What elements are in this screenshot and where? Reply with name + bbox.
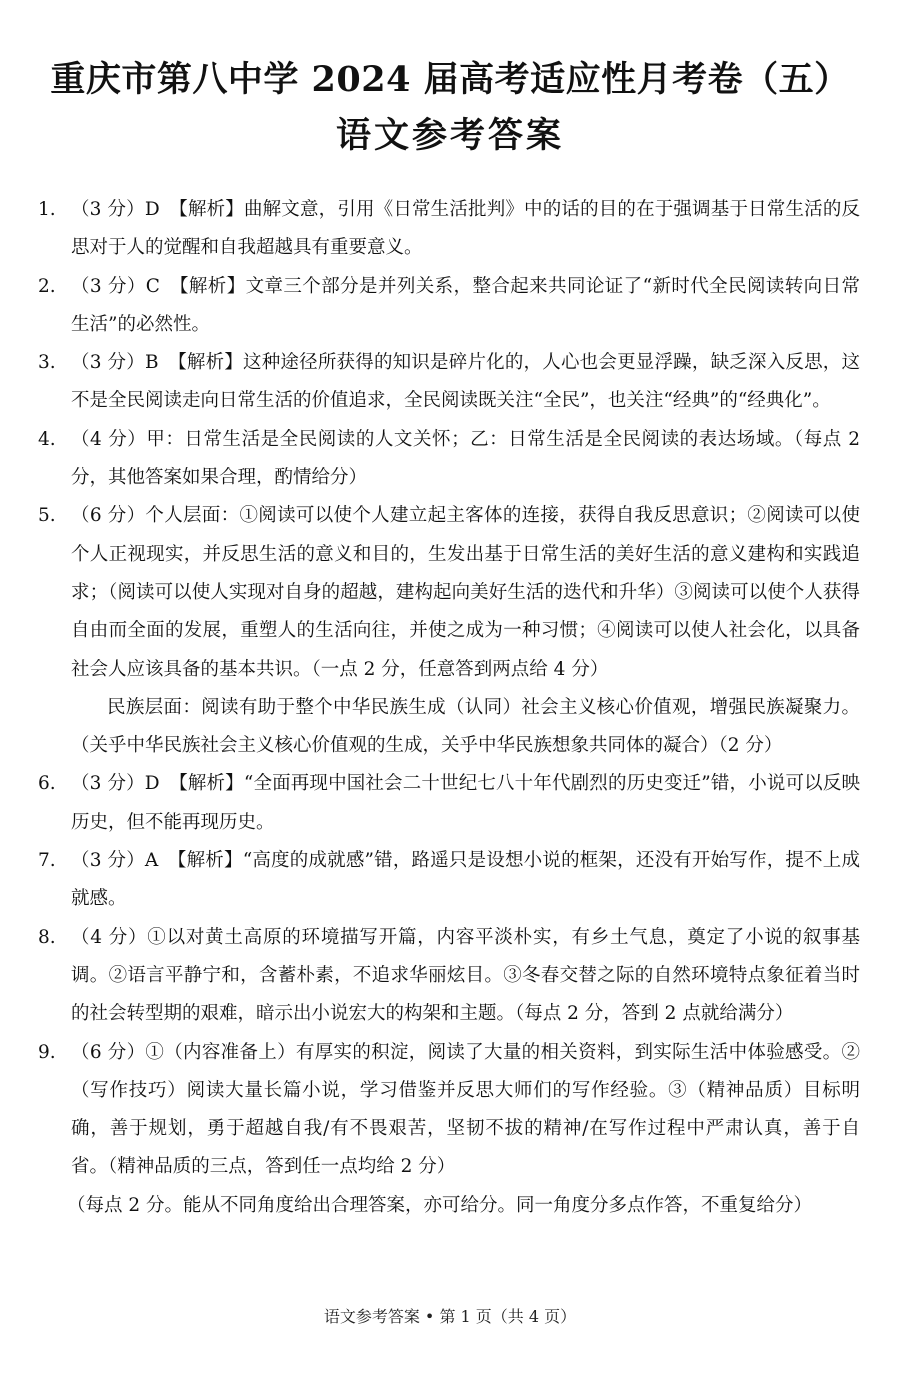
answer-number: 1. xyxy=(38,199,56,220)
answer-text: （3 分）A 【解析】“高度的成就感”错，路遥只是设想小说的框架，还没有开始写作，提不上成就感。 xyxy=(71,850,860,910)
page-footer: 语文参考答案 • 第 1 页（共 4 页） xyxy=(323,1307,577,1326)
answer-item-9 xyxy=(0,1034,900,1187)
answer-item-6 xyxy=(0,765,900,842)
answer-item-3 xyxy=(0,344,900,421)
answer-item-9-scoring-note: （每点 2 分。能从不同角度给出合理答案，亦可给分。同一角度分多点作答，不重复给分） xyxy=(67,1194,813,1216)
answer-item-5-national-level: 民族层面：阅读有助于整个中华民族生成（认同）社会主义核心价值观，增强民族凝聚力。（关乎中华民族社会主义核心价值观的生成，关乎中华民族想象共同体的凝合）（2 分） xyxy=(71,696,860,757)
answer-number: 4. xyxy=(38,428,56,450)
answer-text: （3 分）B 【解析】这种途径所获得的知识是碎片化的，人心也会更显浮躁，缺乏深入反思，这不是全民阅读走向日常生活的价值追求，全民阅读既关注“全民”，也关注“经典”的“经典化”。 xyxy=(71,352,860,412)
page-subtitle: 语文参考答案 xyxy=(335,115,564,156)
answer-item-7 xyxy=(0,842,900,919)
answer-item-2 xyxy=(0,268,900,345)
answer-text: （3 分）C 【解析】文章三个部分是并列关系，整合起来共同论证了“新时代全民阅读转向日常生活”的必然性。 xyxy=(71,275,860,335)
answer-text: （4 分）甲：日常生活是全民阅读的人文关怀；乙：日常生活是全民阅读的表达场域。（每点 2 分，其他答案如果合理，酌情给分） xyxy=(71,428,860,489)
answer-text: （4 分）①以对黄土高原的环境描写开篇，内容平淡朴实，有乡土气息，奠定了小说的叙事基调。②语言平静宁和，含蓄朴素，不追求华丽炫目。③冬春交替之际的自然环境特点象征着当时的社会转型期的艰难，暗示出小说宏大的构架和主题。（每点 2 分，答到 2 点就给满分） xyxy=(71,926,860,1025)
answer-text: （6 分）①（内容准备上）有厚实的积淀，阅读了大量的相关资料，到实际生活中体验感受。②（写作技巧）阅读大量长篇小说，学习借鉴并反思大师们的写作经验。③（精神品质）目标明确，善于规划，勇于超越自我/有不畏艰苦，坚韧不拔的精神/在写作过程中严肃认真，善于自省。（精神品质的三点，答到任一点均给 2 分） xyxy=(71,1041,860,1178)
answer-text: （6 分）个人层面：①阅读可以使个人建立起主客体的连接，获得自我反思意识；②阅读可以使个人正视现实，并反思生活的意义和目的，生发出基于日常生活的美好生活的意义建构和实践追求；（阅读可以使人实现对自身的超越，建构起向美好生活的迭代和升华）③阅读可以使个人获得自由而全面的发展，重塑人的生活向往，并使之成为一种习惯；④阅读可以使人社会化，以具备社会人应该具备的基本共识。（一点 2 分，任意答到两点给 4 分） xyxy=(71,505,860,680)
answer-text: （3 分）D 【解析】曲解文意，引用《日常生活批判》中的话的目的在于强调基于日常生活的反思对于人的觉醒和自我超越具有重要意义。 xyxy=(71,199,860,259)
answer-number: 3. xyxy=(38,352,56,374)
answer-item-1 xyxy=(0,191,900,268)
answer-number: 6. xyxy=(38,773,56,795)
answer-item-5 xyxy=(0,497,900,688)
answer-number: 7. xyxy=(38,850,56,872)
answer-number: 9. xyxy=(38,1041,56,1063)
answer-list xyxy=(0,191,900,1225)
page-title: 重庆市第八中学 2024 届高考适应性月考卷（五） xyxy=(50,59,850,100)
answer-item-8 xyxy=(0,919,900,1034)
answer-item-4 xyxy=(0,421,900,498)
answer-number: 2. xyxy=(38,275,56,297)
answer-text: （3 分）D 【解析】“全面再现中国社会二十世纪七八十年代剧烈的历史变迁”错，小说可以反映历史，但不能再现历史。 xyxy=(71,773,860,833)
answer-number: 5. xyxy=(38,505,56,527)
answer-number: 8. xyxy=(38,926,56,948)
